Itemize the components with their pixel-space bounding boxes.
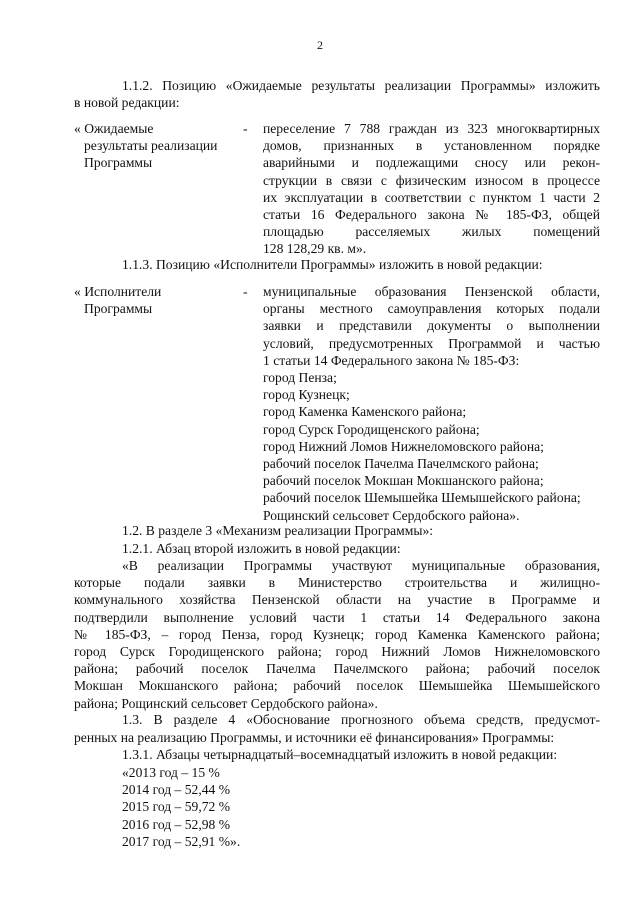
s113-value-line: 1 статьи 14 Федерального закона № 185-ФЗ: [263, 352, 520, 368]
s112-value-line: их эксплуатации в соответствии с пунктом 1 части 2 [263, 189, 600, 205]
s113-value-line: рабочий поселок Шемышейка Шемышейского района; [263, 490, 581, 506]
s12-para-line: района; Рощинский сельсовет Сердобского района». [74, 695, 378, 711]
s112-value-line: переселение 7 788 граждан из 323 многоквартирных [263, 121, 600, 136]
year-item: «2013 год – 15 % [122, 765, 220, 780]
s12-paragraph [74, 557, 600, 712]
year-item: 2015 год – 59,72 % [122, 799, 231, 815]
s113-value-line: город Нижний Ломов Нижнеломовского района; [263, 438, 544, 454]
s112-value [263, 120, 600, 258]
s113-value-line: город Каменка Каменского района; [263, 404, 467, 420]
s113-label [74, 283, 244, 317]
s113-value-line: Рощинский сельсовет Сердобского района». [263, 507, 520, 523]
s113-label-line: Программы [84, 301, 153, 317]
s12-heading: 1.2. В разделе 3 «Механизм реализации Программы»: [122, 523, 434, 538]
s113-label-line: « Исполнители [74, 284, 162, 299]
s12-para-line: подтвердили выполнение условий части 1 статьи 14 Федерального закона [74, 609, 600, 625]
year-item: 2016 год – 52,98 % [122, 816, 231, 832]
s113-dash: - [243, 284, 248, 299]
s112-value-line: статьи 16 Федерального закона № 185-ФЗ, общей [263, 207, 600, 223]
year-item: 2014 год – 52,44 % [122, 782, 231, 798]
s113-heading: 1.1.3. Позицию «Исполнители Программы» изложить в новой редакции: [122, 257, 543, 272]
s112-value-line: 128 128,29 кв. м». [263, 241, 367, 257]
s113-value-line: город Пенза; [263, 370, 337, 386]
s112-heading: 1.1.2. Позицию «Ожидаемые результаты реализации Программы» изложить [122, 78, 600, 93]
s12-para-line: района; рабочий поселок Пачелма Пачелмского района; рабочий поселок [74, 661, 600, 677]
s113-value-line: условий, предусмотренных Программой и частью [263, 335, 600, 351]
s113-value-line: город Сурск Городищенского района; [263, 421, 480, 437]
s13-heading-cont: ренных на реализацию Программы, и источники её финансирования» Программы: [74, 730, 555, 745]
s112-value-line: домов, признанных в установленном порядке [263, 138, 600, 154]
s12-para-line: которые подали заявки в Министерство строительства и жилищно- [74, 575, 600, 591]
s13-heading: 1.3. В разделе 4 «Обоснование прогнозного объема средств, предусмот- [122, 712, 600, 727]
s131-heading: 1.3.1. Абзацы четырнадцатый–восемнадцатый изложить в новой редакции: [122, 747, 558, 762]
year-item: 2017 год – 52,91 %». [122, 833, 241, 849]
s113-value-line: муниципальные образования Пензенской области, [263, 284, 600, 299]
s12-para-line: № 185-ФЗ, – город Пенза, город Кузнецк; город Каменка Каменского района; [74, 626, 600, 642]
s12-para-line: коммунального хозяйства Пензенской области на участие в Программе и [74, 592, 600, 608]
s121-heading: 1.2.1. Абзац второй изложить в новой редакции: [122, 541, 401, 556]
s112-value-line: площадью расселяемых жилых помещений [263, 224, 600, 240]
s12-para-line: город Сурск Городищенского района; город Нижний Ломов Нижнеломовского [74, 644, 600, 660]
s113-value [263, 283, 600, 524]
s112-label-line: результаты реализации [84, 138, 218, 154]
s112-heading-cont: в новой редакции: [74, 95, 180, 110]
s113-value-line: рабочий поселок Пачелма Пачелмского района; [263, 456, 539, 472]
s112-value-line: аварийными и подлежащими сносу или рекон- [263, 155, 600, 171]
s12-para-line: Мокшан Мокшанского района; рабочий поселок Шемышейка Шемышейского [74, 678, 600, 694]
s12-para-line: «В реализации Программы участвуют муниципальные образования, [122, 558, 600, 573]
s112-label-line: « Ожидаемые [74, 121, 154, 136]
s113-value-line: заявки и представили документы о выполнении [263, 318, 600, 334]
page-number: 2 [317, 38, 323, 52]
s113-value-line: город Кузнецк; [263, 387, 350, 403]
s113-value-line: рабочий поселок Мокшан Мокшанского района; [263, 473, 544, 489]
s112-value-line: струкции в связи с физическим износом в процессе [263, 172, 600, 188]
s113-value-line: органы местного самоуправления которых подали [263, 301, 600, 317]
s112-label-line: Программы [84, 155, 153, 171]
s112-dash: - [243, 121, 248, 136]
years-list [122, 764, 422, 850]
s112-label [74, 120, 244, 172]
